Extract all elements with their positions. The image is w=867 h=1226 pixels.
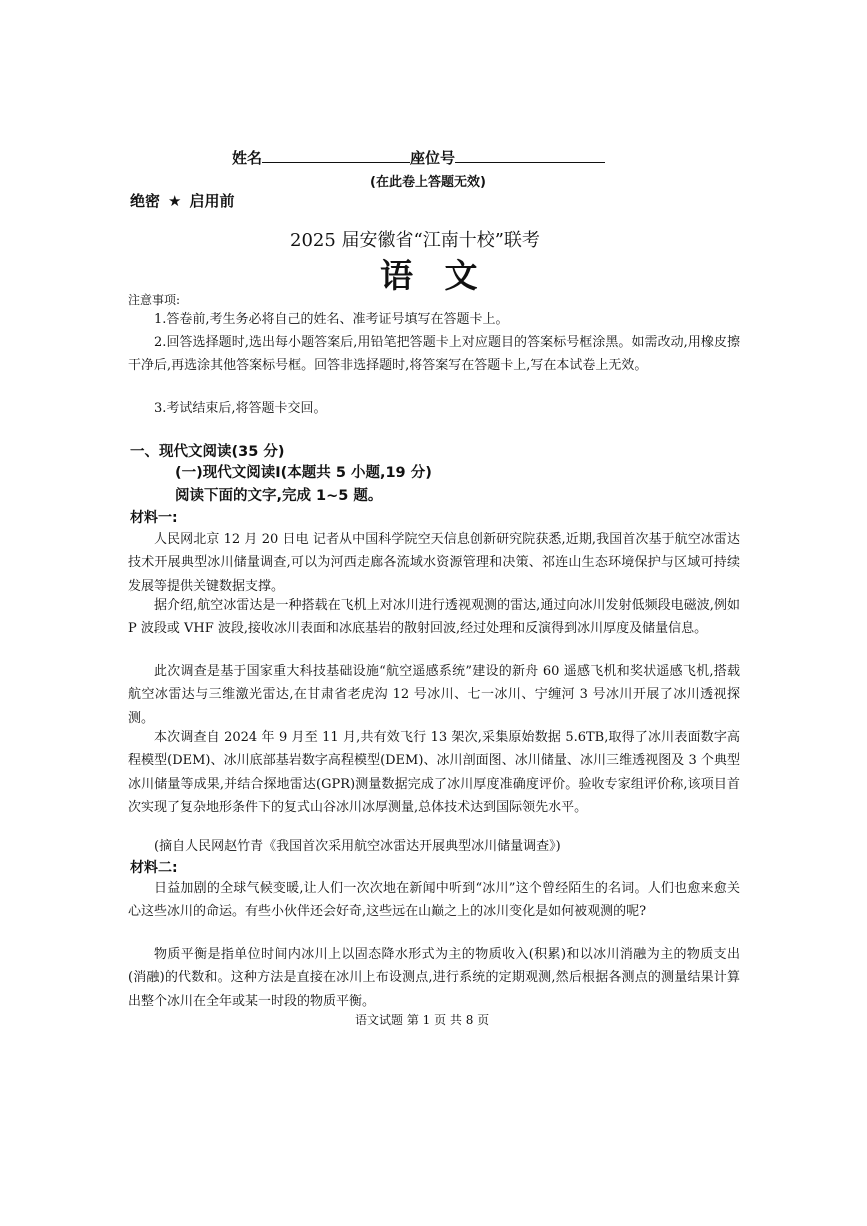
note-item-3: 3.考试结束后,将答题卡交回。 [154, 401, 327, 416]
invalid-note: (在此卷上答题无效) [370, 175, 486, 190]
seat-label: 座位号 [410, 149, 456, 167]
page-footer: 语文试题 第 1 页 共 8 页 [355, 1013, 490, 1027]
secret-line [130, 190, 234, 211]
name-seat-line [232, 147, 605, 168]
material-1-paragraph: 此次调查是基于国家重大科技基础设施“航空遥感系统”建设的新舟 60 遥感飞机和奖状遥感飞机,搭载航空冰雷达与三维激光雷达,在甘肃省老虎沟 12 号冰川、七一冰川、宁缠河 3 号冰川开展了冰川透视探测。 [128, 664, 740, 726]
material-1-paragraph: 本次调查自 2024 年 9 月至 11 月,共有效飞行 13 架次,采集原始数据 5.6TB,取得了冰川表面数字高程模型(DEM)、冰川底部基岩数字高程模型(DEM)、冰川剖面图、冰川储量、冰川三维透视图及 3 个典型冰川储量等成果,并结合探地雷达(GPR)测量数据完成了冰川厚度准确度评价。验收专家组评价称,该项目首次实现了复杂地形条件下的复式山谷冰川冰厚测量,总体技术达到国际领先水平。 [128, 730, 740, 816]
material-1-paragraph: 据介绍,航空冰雷达是一种搭载在飞机上对冰川进行透视观测的雷达,通过向冰川发射低频段电磁波,例如 P 波段或 VHF 波段,接收冰川表面和冰底基岩的散射回波,经过处理和反演得到冰川厚度及储量信息。 [128, 598, 740, 637]
section-heading: 一、现代文阅读(35 分) [130, 444, 285, 460]
reading-instruction: 阅读下面的文字,完成 1~5 题。 [175, 488, 383, 504]
subsection-heading: (一)现代文阅读Ⅰ(本题共 5 小题,19 分) [175, 465, 432, 481]
material-1-label: 材料一: [130, 510, 178, 526]
material-1-paragraph: 人民网北京 12 月 20 日电 记者从中国科学院空天信息创新研究院获悉,近期,我国首次基于航空冰雷达技术开展典型冰川储量调查,可以为河西走廊各流域水资源管理和决策、祁连山生态环境保护与区域可持续发展等提供关键数据支撑。 [128, 532, 740, 594]
material-1-source: (摘自人民网赵竹青《我国首次采用航空冰雷达开展典型冰川储量调查》) [154, 839, 561, 854]
star-icon: ★ [168, 192, 182, 210]
note-item-1: 1.答卷前,考生务必将自己的姓名、准考证号填写在答题卡上。 [154, 312, 509, 327]
material-2-label: 材料二: [130, 860, 178, 876]
before-use-label: 启用前 [189, 192, 235, 210]
secret-label: 绝密 [130, 192, 161, 210]
seat-blank [455, 147, 605, 163]
subject-title: 语 文 [380, 256, 488, 295]
name-label: 姓名 [232, 149, 263, 167]
notes-heading: 注意事项: [128, 293, 181, 307]
exam-title: 2025 届安徽省“江南十校”联考 [290, 230, 540, 251]
note-item-2: 2.回答选择题时,选出每小题答案后,用铅笔把答题卡上对应题目的答案标号框涂黑。如需改动,用橡皮擦干净后,再选涂其他答案标号框。回答非选择题时,将答案写在答题卡上,写在本试卷上无效。 [128, 335, 740, 374]
name-blank [262, 147, 410, 163]
material-2-paragraph: 日益加剧的全球气候变暖,让人们一次次地在新闻中听到“冰川”这个曾经陌生的名词。人们也愈来愈关心这些冰川的命运。有些小伙伴还会好奇,这些远在山巅之上的冰川变化是如何被观测的呢? [128, 881, 740, 920]
material-2-paragraph: 物质平衡是指单位时间内冰川上以固态降水形式为主的物质收入(积累)和以冰川消融为主的物质支出(消融)的代数和。这种方法是直接在冰川上布设测点,进行系统的定期观测,然后根据各测点的测量结果计算出整个冰川在全年或某一时段的物质平衡。 [128, 947, 740, 1009]
